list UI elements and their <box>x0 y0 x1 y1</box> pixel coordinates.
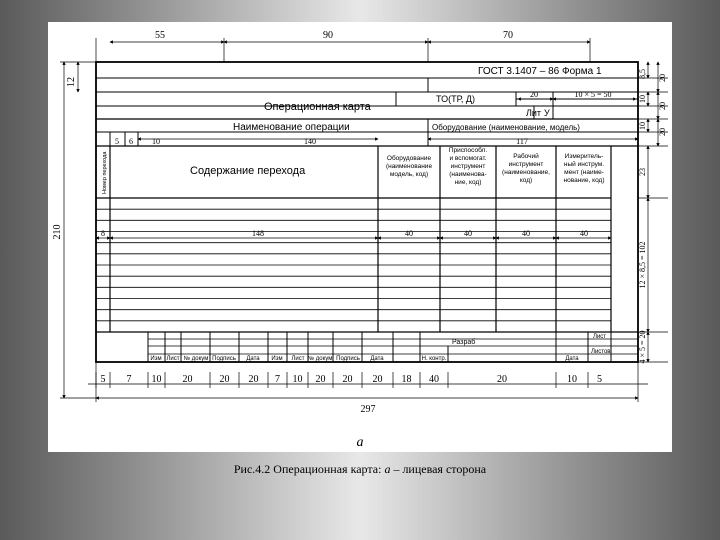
column-headers <box>386 146 605 186</box>
col-equipment-2: (наименование <box>385 163 433 170</box>
col-tool-3: (наименование, <box>502 169 550 176</box>
stamp-sign-1: Подпись <box>212 356 236 362</box>
list-label: Лист <box>593 334 607 340</box>
dim-row-10x5: 10 × 5 = 50 <box>574 90 612 99</box>
col-tool-4: код) <box>519 177 533 184</box>
dim-right-10b: 10 <box>638 122 647 130</box>
stamp-list-1: Лист <box>166 356 180 362</box>
dim-col-117: 117 <box>516 137 528 146</box>
bottom-dim-label: 5 <box>597 374 602 385</box>
bottom-dim-label: 10 <box>151 374 162 385</box>
figure-caption <box>0 462 720 477</box>
stamp-sign-2: Подпись <box>336 356 360 362</box>
dim-col-40a: 40 <box>405 229 413 238</box>
bottom-dim-label: 7 <box>126 374 132 385</box>
form-title: Операционная карта <box>264 101 371 113</box>
dim-right-23: 23 <box>638 168 647 176</box>
stamp-labels <box>150 355 579 362</box>
dim-col-6: 6 <box>129 137 133 146</box>
bottom-dim-label: 20 <box>219 374 230 385</box>
stamp-izm-1: Изм <box>150 356 162 362</box>
dim-col-8: 8 <box>101 229 105 238</box>
razrab-label: Разраб <box>452 339 476 346</box>
col-measure-3: мент (наиме- <box>564 169 604 176</box>
col-tool-1: Рабочий <box>513 153 539 160</box>
figure-letter: а <box>356 435 364 450</box>
dim-right-20c: 20 <box>658 128 667 136</box>
stamp-date-3: Дата <box>565 356 579 362</box>
bottom-dim-label: 20 <box>182 374 193 385</box>
stamp-izm-2: Изм <box>271 356 283 362</box>
stamp-doc-1: № докум <box>183 356 209 362</box>
to-label: ТО(ТР, Д) <box>436 94 475 104</box>
bottom-dim-label: 20 <box>248 374 259 385</box>
col-equipment-3: модель, код) <box>389 171 429 178</box>
col-measure-4: нование, код) <box>563 177 605 184</box>
dim-297: 297 <box>360 404 376 415</box>
stamp-list-2: Лист <box>291 356 305 362</box>
dim-right-102: 12 × 8,5 = 102 <box>638 241 647 289</box>
step-number-label: Номер перехода <box>102 151 108 194</box>
dim-right-20b: 20 <box>658 102 667 110</box>
bottom-dim-label: 20 <box>342 374 353 385</box>
dim-55: 55 <box>155 30 165 41</box>
col-measure-1: Измеритель- <box>564 153 604 160</box>
col-tool-2: инструмент <box>508 161 544 168</box>
col-fixture-5: ние, код) <box>454 179 482 186</box>
col-fixture-1: Приспособл. <box>448 147 488 154</box>
dim-right-20d: 4 × 5 = 20 <box>638 330 647 364</box>
bottom-dim-label: 18 <box>401 374 412 385</box>
col-measure-2: ный инструм. <box>563 161 605 168</box>
dim-90: 90 <box>323 30 333 41</box>
slide-content <box>48 22 672 452</box>
col-equipment-1: Оборудование <box>386 155 432 162</box>
caption-letter: а <box>384 462 391 476</box>
bottom-dim-label: 5 <box>100 374 106 385</box>
col-fixture-3: инструмент <box>450 163 486 170</box>
dim-col-148: 148 <box>252 229 264 238</box>
caption-suffix: – лицевая сторона <box>393 462 487 476</box>
col-fixture-2: и вспомогат. <box>449 155 487 162</box>
dim-col-5: 5 <box>115 137 119 146</box>
stamp-doc-2: № докум <box>307 356 333 362</box>
bottom-dim-label: 10 <box>292 374 303 385</box>
dim-col-40d: 40 <box>580 229 588 238</box>
form-labels <box>102 66 611 362</box>
bottom-dim-label: 20 <box>315 374 326 385</box>
stamp-date-1: Дата <box>246 356 260 362</box>
bottom-dim-label: 20 <box>372 374 383 385</box>
caption-prefix: Рис.4.2 Операционная карта: <box>233 462 382 476</box>
dim-col-40b: 40 <box>464 229 472 238</box>
bottom-dim-label: 20 <box>497 374 507 385</box>
bottom-dim-label: 7 <box>275 374 280 385</box>
operation-name-label: Наименование операции <box>233 122 350 133</box>
lit-value: У <box>544 108 550 118</box>
equipment-label: Оборудование (наименование, модель) <box>432 123 580 132</box>
step-content-label: Содержание перехода <box>190 165 306 177</box>
dim-col-140: 140 <box>304 137 316 146</box>
listov-label: Листов <box>591 349 611 355</box>
bottom-dim-label: 10 <box>567 374 577 385</box>
lit-label: Лит <box>526 108 542 118</box>
gost-label: ГОСТ 3.1407 – 86 Форма 1 <box>478 66 602 77</box>
dim-col-40c: 40 <box>522 229 530 238</box>
dim-col-10: 10 <box>152 137 160 146</box>
dim-210: 210 <box>52 224 63 240</box>
bottom-dim-label: 40 <box>429 374 439 385</box>
dim-right-20a: 20 <box>658 74 667 82</box>
dim-70: 70 <box>503 30 513 41</box>
dimension-labels <box>52 30 667 450</box>
dim-12: 12 <box>66 77 77 87</box>
col-fixture-4: (наименова- <box>449 171 487 178</box>
dim-row-20: 20 <box>530 90 538 99</box>
operation-card-drawing <box>48 22 672 452</box>
stamp-date-2: Дата <box>370 356 384 362</box>
dim-right-10a: 10 <box>638 95 647 103</box>
stamp-ncontr: Н. контр. <box>421 356 447 362</box>
dim-right-8-5: 8,5 <box>638 69 647 79</box>
